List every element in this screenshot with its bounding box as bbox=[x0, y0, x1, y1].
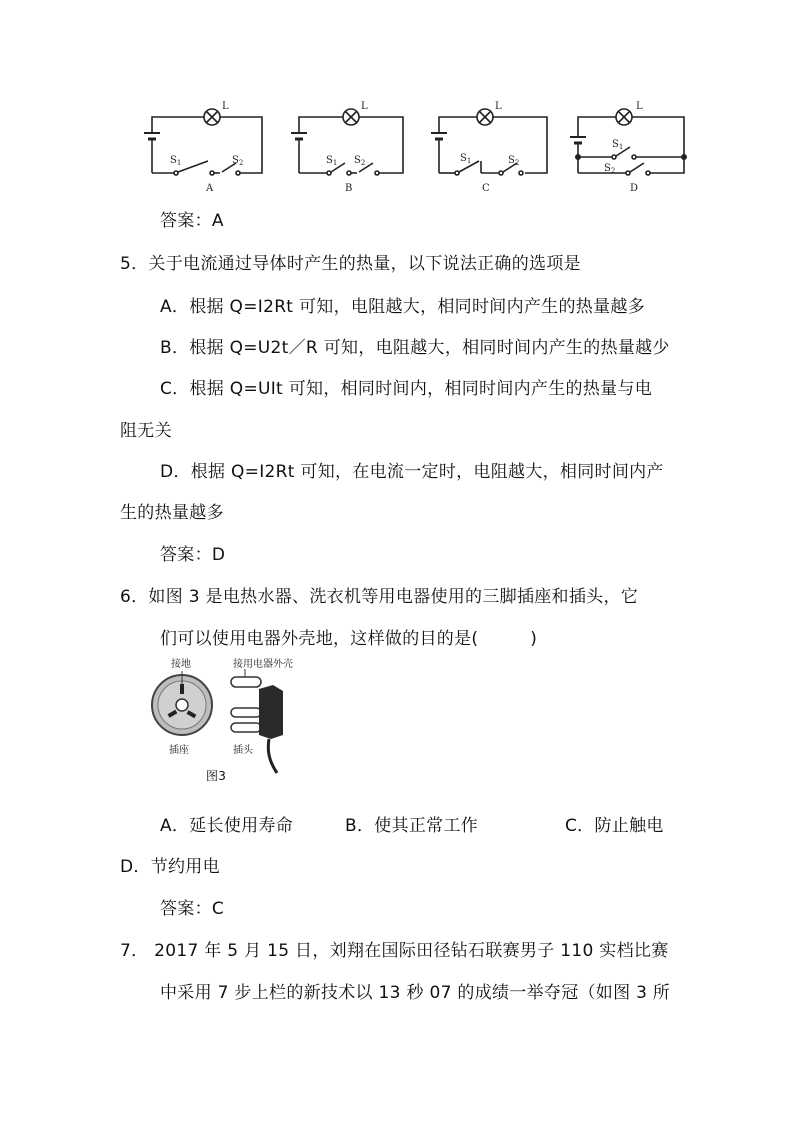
s1-label-d: $S_1$ bbox=[612, 139, 624, 151]
caption-a: A bbox=[206, 183, 214, 194]
q6-stem-line2: 们可以使用电器外壳地，这样做的目的是( ) bbox=[160, 629, 538, 649]
q5-answer: 答案：D bbox=[160, 545, 226, 565]
lamp-label-a: L bbox=[222, 101, 229, 112]
q6-option-c: C．防止触电 bbox=[565, 816, 664, 836]
q6-figure-caption: 图3 bbox=[206, 769, 227, 783]
socket bbox=[152, 671, 212, 735]
s1-label-b: $S_1$ bbox=[326, 155, 338, 167]
caption-c: C bbox=[482, 183, 490, 194]
s2-label-c: $S_2$ bbox=[508, 155, 520, 167]
q5-option-d-line2: 生的热量越多 bbox=[120, 503, 224, 523]
q5-option-d-line1: D．根据 Q=I2Rt 可知，在电流一定时，电阻越大，相同时间内产 bbox=[160, 462, 664, 482]
s2-label-a: $S_2$ bbox=[232, 155, 244, 167]
label-plug: 插头 bbox=[233, 745, 253, 756]
q6-option-b: B．使其正常工作 bbox=[345, 816, 479, 836]
q7-line2: 中采用 7 步上栏的新技术以 13 秒 07 的成绩一举夺冠（如图 3 所 bbox=[160, 983, 671, 1003]
q6-option-a: A．延长使用寿命 bbox=[160, 816, 294, 836]
label-casing: 接用电器外壳 bbox=[233, 659, 293, 670]
circuit-diagrams bbox=[140, 95, 700, 195]
q5-option-b: B．根据 Q=U2t／R 可知，电阻越大，相同时间内产生的热量越少 bbox=[160, 338, 670, 358]
q5-stem: 5．关于电流通过导体时产生的热量，以下说法正确的选项是 bbox=[120, 254, 581, 274]
circuit-a bbox=[144, 109, 262, 175]
caption-d: D bbox=[630, 183, 639, 194]
s2-label-d: $S_2$ bbox=[604, 163, 616, 175]
circuit-c bbox=[431, 109, 547, 175]
label-socket: 插座 bbox=[169, 745, 189, 756]
plug bbox=[231, 669, 283, 773]
q5-option-c-line2: 阻无关 bbox=[120, 421, 172, 441]
s2-label-b: $S_2$ bbox=[354, 155, 366, 167]
q6-answer: 答案：C bbox=[160, 899, 225, 919]
q6-option-d: D．节约用电 bbox=[120, 857, 220, 877]
circuit-b bbox=[291, 109, 403, 175]
q5-option-c-line1: C．根据 Q=UIt 可知，相同时间内，相同时间内产生的热量与电 bbox=[160, 379, 653, 399]
q7-line1: 7． 2017 年 5 月 15 日，刘翔在国际田径钻石联赛男子 110 实档比赛 bbox=[120, 941, 669, 961]
s1-label-a: $S_1$ bbox=[170, 155, 182, 167]
lamp-label-b: L bbox=[361, 101, 368, 112]
lamp-label-c: L bbox=[495, 101, 502, 112]
socket-plug-figure bbox=[145, 655, 305, 775]
caption-b: B bbox=[345, 183, 353, 194]
q5-option-a: A．根据 Q=I2Rt 可知，电阻越大，相同时间内产生的热量越多 bbox=[160, 297, 645, 317]
q6-stem-line1: 6．如图 3 是电热水器、洗衣机等用电器使用的三脚插座和插头，它 bbox=[120, 587, 639, 607]
label-ground: 接地 bbox=[171, 659, 191, 670]
q4-answer: 答案：A bbox=[160, 211, 224, 231]
s1-label-c: $S_1$ bbox=[460, 153, 472, 165]
circuit-d bbox=[570, 109, 686, 175]
lamp-label-d: L bbox=[636, 101, 643, 112]
